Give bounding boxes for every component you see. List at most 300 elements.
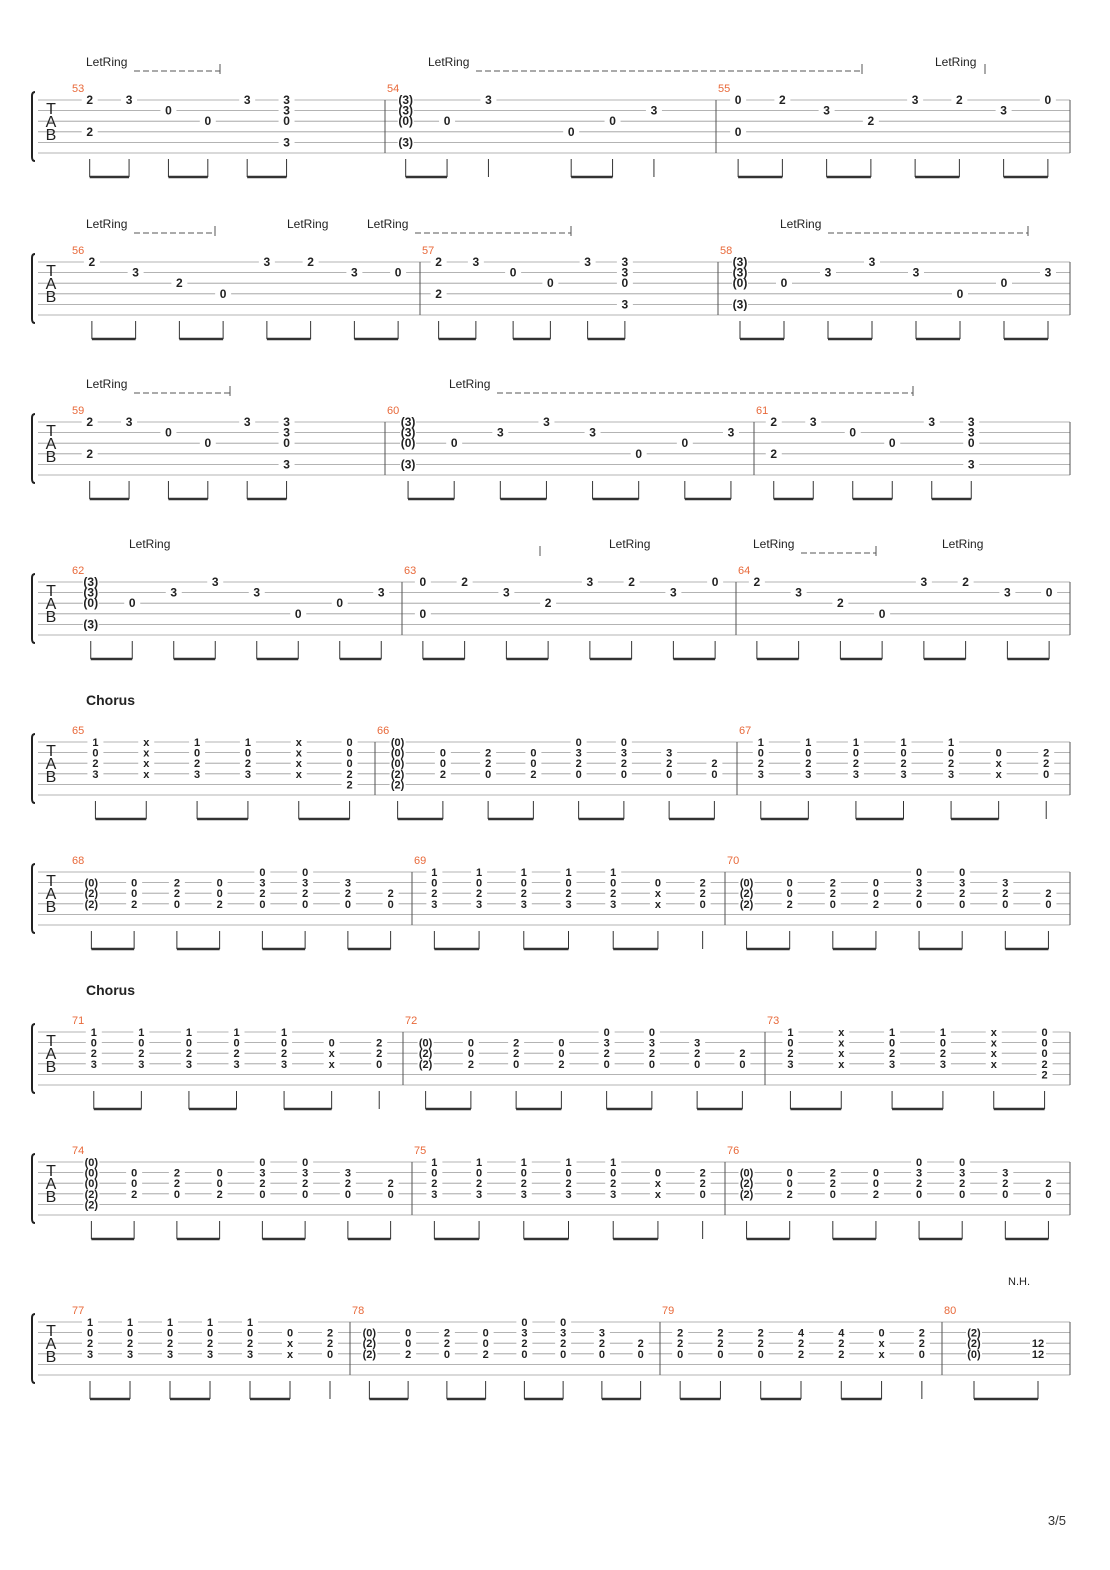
- fret-number: 2: [1043, 747, 1050, 760]
- fret-number: 2: [1041, 1069, 1048, 1082]
- fret-number: 0: [648, 1027, 655, 1039]
- fret-number: x: [286, 1338, 294, 1351]
- fret-number: x: [295, 758, 302, 771]
- fret-number: (0): [390, 758, 405, 771]
- fret-number: 0: [131, 888, 138, 901]
- section-label: Chorus: [86, 692, 135, 708]
- fret-number: 3: [351, 265, 358, 280]
- fret-number: 0: [872, 1167, 879, 1180]
- fret-number: 2: [598, 1338, 605, 1351]
- tab-clef-letter: B: [45, 1349, 57, 1366]
- fret-number: x: [838, 1048, 845, 1061]
- fret-number: 2: [1045, 888, 1052, 901]
- fret-number: 3: [598, 1327, 605, 1340]
- fret-number: 2: [521, 1338, 528, 1351]
- tab-clef-letter: T: [46, 423, 56, 440]
- fret-number: 0: [185, 1037, 192, 1050]
- fret-number: 0: [609, 114, 616, 129]
- tab-clef-letter: T: [46, 873, 56, 890]
- fret-number: 2: [90, 1048, 97, 1061]
- let-ring-label: LetRing: [86, 377, 128, 391]
- fret-number: 3: [565, 1188, 572, 1201]
- fret-number: 0: [560, 1317, 567, 1329]
- fret-number: 1: [476, 1157, 483, 1169]
- fret-number: 2: [485, 747, 492, 760]
- fret-number: 1: [206, 1317, 214, 1329]
- fret-number: 2: [666, 758, 673, 771]
- fret-number: 3: [90, 1058, 97, 1071]
- tab-clef-letter: B: [45, 769, 57, 786]
- fret-number: 0: [346, 737, 353, 749]
- fret-number: 3: [185, 1058, 192, 1071]
- fret-number: 2: [520, 888, 527, 901]
- fret-number: 2: [513, 1048, 520, 1061]
- fret-number: 0: [259, 1157, 266, 1169]
- measure-number: 64: [738, 565, 751, 577]
- let-ring-label: LetRing: [935, 55, 977, 69]
- fret-number: 2: [1045, 1178, 1052, 1191]
- fret-number: 2: [513, 1037, 520, 1050]
- measure-number: 74: [72, 1145, 85, 1157]
- fret-number: 3: [125, 93, 133, 107]
- measure-number: 76: [727, 1145, 740, 1157]
- fret-number: 2: [476, 1178, 483, 1191]
- fret-number: 2: [872, 898, 879, 911]
- fret-number: 0: [346, 747, 353, 760]
- fret-number: 0: [216, 1178, 223, 1191]
- fret-number: 0: [286, 1327, 294, 1340]
- fret-number: 2: [787, 1048, 794, 1061]
- fret-number: 2: [176, 276, 183, 291]
- fret-number: x: [654, 1178, 661, 1191]
- fret-number: 2: [620, 758, 627, 771]
- fret-number: (0): [732, 276, 748, 291]
- fret-number: 1: [565, 867, 572, 879]
- fret-number: 0: [829, 1188, 836, 1201]
- fret-number: x: [878, 1338, 885, 1351]
- fret-number: 2: [699, 888, 706, 901]
- fret-number: 1: [757, 737, 764, 749]
- tab-system: [32, 1154, 1070, 1239]
- fret-number: x: [990, 1037, 997, 1050]
- fret-number: 2: [244, 758, 251, 771]
- fret-number: 3: [670, 585, 677, 600]
- fret-number: 2: [206, 1338, 214, 1351]
- measure-number: 60: [387, 405, 400, 417]
- fret-number: 0: [717, 1348, 724, 1361]
- fret-number: 1: [610, 867, 617, 879]
- fret-number: 0: [336, 596, 344, 611]
- fret-number: 3: [476, 898, 483, 911]
- fret-number: 3: [823, 103, 830, 118]
- fret-number: (0): [739, 1167, 754, 1180]
- system-bracket: [32, 1154, 35, 1223]
- fret-number: 0: [216, 877, 223, 890]
- fret-number: 0: [654, 877, 661, 890]
- fret-number: 0: [419, 606, 427, 621]
- fret-number: (2): [84, 1188, 99, 1201]
- fret-number: (0): [418, 1037, 433, 1050]
- fret-number: 3: [967, 457, 975, 472]
- fret-number: 1: [520, 867, 527, 879]
- fret-number: (2): [739, 1178, 754, 1191]
- fret-number: 2: [916, 1178, 923, 1191]
- fret-number: 3: [809, 415, 817, 429]
- fret-number: 2: [829, 877, 836, 890]
- fret-number: 0: [829, 898, 836, 911]
- fret-number: 2: [326, 1327, 334, 1340]
- fret-number: 2: [431, 888, 438, 901]
- fret-number: 0: [620, 768, 627, 781]
- measure-number: 73: [767, 1015, 780, 1027]
- fret-number: 0: [786, 1178, 793, 1191]
- fret-number: (2): [362, 1348, 377, 1361]
- fret-number: 2: [753, 575, 761, 589]
- fret-number: 2: [829, 1178, 836, 1191]
- fret-number: 1: [889, 1027, 896, 1039]
- fret-number: 2: [88, 255, 96, 269]
- fret-number: 0: [878, 606, 886, 621]
- fret-number: 0: [233, 1037, 240, 1050]
- fret-number: 0: [654, 1167, 661, 1180]
- section-label: Chorus: [86, 982, 135, 998]
- fret-number: 0: [699, 1188, 706, 1201]
- fret-number: 2: [786, 1188, 793, 1201]
- fret-number: 0: [575, 768, 582, 781]
- fret-number: 0: [711, 768, 718, 781]
- fret-number: 0: [610, 1167, 617, 1180]
- fret-number: 0: [344, 898, 351, 911]
- fret-number: (2): [418, 1058, 433, 1071]
- measure-number: 79: [662, 1305, 675, 1317]
- measure-number: 68: [72, 855, 85, 867]
- fret-number: 0: [1002, 1188, 1009, 1201]
- fret-number: 2: [962, 575, 969, 589]
- page-number: 3/5: [1047, 1513, 1066, 1528]
- fret-number: 3: [520, 1188, 527, 1201]
- fret-number: 3: [431, 1188, 438, 1201]
- fret-number: (3): [83, 575, 99, 589]
- fret-number: 2: [405, 1348, 412, 1361]
- fret-number: (2): [418, 1048, 433, 1061]
- fret-number: 3: [1044, 265, 1052, 280]
- fret-number: 2: [86, 124, 94, 139]
- fret-number: 3: [584, 255, 591, 269]
- fret-number: 2: [939, 1048, 946, 1061]
- fret-number: 0: [1043, 768, 1050, 781]
- fret-number: 0: [610, 877, 617, 890]
- fret-number: 0: [888, 436, 896, 451]
- fret-number: 2: [677, 1338, 684, 1351]
- fret-number: 3: [650, 103, 658, 118]
- fret-number: 0: [598, 1348, 605, 1361]
- fret-number: 2: [867, 114, 875, 129]
- fret-number: 1: [126, 1317, 134, 1329]
- fret-number: 12: [1031, 1338, 1045, 1351]
- fret-number: 3: [916, 1167, 923, 1180]
- fret-number: 2: [126, 1338, 134, 1351]
- fret-number: (2): [967, 1327, 981, 1340]
- measure-number: 55: [718, 83, 731, 95]
- measure-number: 61: [756, 405, 769, 417]
- fret-number: 0: [246, 1327, 254, 1340]
- fret-number: 1: [431, 867, 438, 879]
- tab-clef-letter: A: [45, 114, 57, 131]
- fret-number: 0: [1045, 898, 1052, 911]
- fret-number: 3: [283, 425, 290, 440]
- fret-number: 1: [233, 1027, 240, 1039]
- fret-number: 3: [1000, 103, 1007, 118]
- fret-number: 2: [86, 446, 94, 461]
- fret-number: 0: [547, 276, 554, 291]
- fret-number: 2: [779, 93, 786, 107]
- fret-number: 0: [780, 276, 788, 291]
- fret-number: (3): [398, 93, 414, 107]
- let-ring-label: LetRing: [449, 377, 491, 391]
- fret-number: 3: [805, 768, 812, 781]
- fret-number: 3: [603, 1037, 610, 1050]
- fret-number: 2: [797, 1338, 805, 1351]
- fret-number: 0: [513, 1058, 520, 1071]
- fret-number: 3: [243, 93, 251, 107]
- fret-number: 2: [797, 1348, 805, 1361]
- fret-number: 0: [482, 1327, 489, 1340]
- fret-number: 0: [450, 436, 458, 451]
- fret-number: (2): [390, 779, 405, 792]
- tab-system: [32, 1314, 1070, 1399]
- fret-number: 0: [204, 114, 212, 129]
- fret-number: 2: [387, 1178, 394, 1191]
- fret-number: x: [990, 1058, 997, 1071]
- fret-number: 0: [1045, 1188, 1052, 1201]
- fret-number: 2: [443, 1338, 450, 1351]
- fret-number: x: [654, 898, 661, 911]
- let-ring-label: LetRing: [428, 55, 470, 69]
- tab-clef-letter: B: [45, 127, 57, 144]
- fret-number: 0: [889, 1037, 896, 1050]
- fret-number: 3: [795, 585, 802, 600]
- fret-number: 0: [166, 1327, 174, 1340]
- fret-number: 1: [244, 737, 251, 749]
- fret-number: 0: [711, 575, 719, 589]
- tab-clef-letter: A: [45, 1176, 57, 1193]
- fret-number: 0: [1041, 1048, 1048, 1061]
- fret-number: 0: [302, 1188, 309, 1201]
- fret-number: (0): [84, 1178, 99, 1191]
- fret-number: 3: [344, 1167, 351, 1180]
- fret-number: 2: [770, 415, 778, 429]
- fret-number: 2: [346, 779, 353, 792]
- fret-number: 0: [92, 747, 99, 760]
- tab-clef-letter: B: [45, 1189, 57, 1206]
- fret-number: 0: [467, 1048, 474, 1061]
- fret-number: 3: [586, 575, 594, 589]
- fret-number: x: [838, 1027, 845, 1039]
- fret-number: 0: [259, 898, 266, 911]
- fret-number: 3: [259, 877, 266, 890]
- tab-clef-letter: B: [45, 449, 57, 466]
- fret-number: 3: [621, 255, 629, 269]
- fret-number: 0: [443, 114, 451, 129]
- fret-number: 2: [872, 1188, 879, 1201]
- fret-number: 0: [344, 1188, 351, 1201]
- fret-number: 0: [565, 877, 572, 890]
- fret-number: 0: [699, 898, 706, 911]
- measure-number: 63: [404, 565, 417, 577]
- fret-number: 3: [302, 877, 309, 890]
- fret-number: 2: [259, 1178, 266, 1191]
- fret-number: (0): [362, 1327, 377, 1340]
- fret-number: 0: [948, 747, 955, 760]
- fret-number: 0: [603, 1027, 610, 1039]
- fret-number: x: [295, 737, 302, 749]
- fret-number: (3): [83, 617, 99, 632]
- fret-number: 0: [206, 1327, 214, 1340]
- fret-number: 0: [431, 1167, 438, 1180]
- fret-number: 2: [959, 1178, 966, 1191]
- fret-number: (3): [400, 425, 416, 440]
- fret-number: 1: [185, 1027, 192, 1039]
- fret-number: 3: [757, 768, 764, 781]
- fret-number: 0: [916, 1157, 923, 1169]
- fret-number: 0: [757, 1348, 764, 1361]
- fret-number: x: [143, 747, 150, 760]
- fret-number: (3): [398, 103, 414, 118]
- fret-number: 0: [482, 1338, 489, 1351]
- fret-number: 2: [173, 877, 180, 890]
- fret-number: 3: [787, 1058, 794, 1071]
- fret-number: 2: [302, 1178, 309, 1191]
- fret-number: 2: [376, 1037, 383, 1050]
- fret-number: 0: [681, 436, 689, 451]
- fret-number: 3: [485, 93, 492, 107]
- fret-number: 2: [194, 758, 201, 771]
- fret-number: 1: [86, 1317, 94, 1329]
- fret-number: 2: [889, 1048, 896, 1061]
- fret-number: 0: [294, 606, 302, 621]
- tab-clef-letter: A: [45, 886, 57, 903]
- fret-number: 3: [377, 585, 385, 600]
- fret-number: 2: [838, 1348, 845, 1361]
- fret-number: 3: [648, 1037, 655, 1050]
- fret-number: 0: [959, 898, 966, 911]
- fret-number: 0: [476, 1167, 483, 1180]
- fret-number: 0: [734, 124, 742, 139]
- fret-number: (2): [739, 898, 754, 911]
- fret-number: 3: [868, 255, 876, 269]
- fret-number: x: [838, 1037, 845, 1050]
- fret-number: 2: [387, 888, 394, 901]
- fret-number: 3: [170, 585, 178, 600]
- fret-number: 0: [405, 1338, 412, 1351]
- fret-number: 3: [1002, 1167, 1009, 1180]
- fret-number: 3: [138, 1058, 145, 1071]
- fret-number: 3: [166, 1348, 174, 1361]
- fret-number: 3: [727, 425, 735, 440]
- fret-number: 3: [912, 265, 920, 280]
- fret-number: 3: [253, 585, 261, 600]
- fret-number: 0: [328, 1037, 335, 1050]
- fret-number: 0: [326, 1348, 334, 1361]
- fret-number: 2: [711, 758, 718, 771]
- measure-number: 78: [352, 1305, 365, 1317]
- fret-number: 0: [666, 768, 673, 781]
- measure-number: 62: [72, 565, 85, 577]
- fret-number: (0): [84, 1157, 99, 1169]
- measure-number: 54: [387, 83, 400, 95]
- fret-number: (2): [84, 898, 99, 911]
- fret-number: 0: [194, 747, 201, 760]
- fret-number: (0): [84, 877, 99, 890]
- fret-number: 0: [443, 1348, 450, 1361]
- system-bracket: [32, 92, 35, 161]
- fret-number: 2: [610, 1178, 617, 1191]
- fret-number: x: [143, 758, 150, 771]
- tab-system: [32, 734, 1070, 819]
- fret-number: 0: [485, 768, 492, 781]
- fret-number: 3: [565, 898, 572, 911]
- fret-number: (0): [398, 114, 414, 129]
- fret-number: 2: [131, 1188, 138, 1201]
- fret-number: 2: [637, 1338, 644, 1351]
- fret-number: 0: [620, 737, 627, 749]
- fret-number: 3: [126, 1348, 134, 1361]
- fret-number: (0): [390, 737, 405, 749]
- fret-number: 2: [603, 1048, 610, 1061]
- fret-number: 0: [757, 747, 764, 760]
- fret-number: 2: [837, 596, 844, 611]
- fret-number: 0: [281, 1037, 288, 1050]
- fret-number: 3: [283, 93, 290, 107]
- fret-number: 0: [872, 1178, 879, 1191]
- fret-number: 2: [694, 1048, 701, 1061]
- fret-number: 3: [243, 415, 251, 429]
- fret-number: 0: [439, 747, 446, 760]
- fret-number: 2: [435, 255, 442, 269]
- fret-number: 0: [1002, 898, 1009, 911]
- let-ring-label: LetRing: [287, 217, 329, 231]
- fret-number: 2: [699, 877, 706, 890]
- fret-number: 2: [138, 1048, 145, 1061]
- fret-number: 2: [307, 255, 314, 269]
- fret-number: 1: [166, 1317, 174, 1329]
- fret-number: 1: [900, 737, 907, 749]
- fret-number: 2: [1002, 888, 1009, 901]
- fret-number: 2: [439, 768, 446, 781]
- fret-number: 0: [786, 1167, 793, 1180]
- fret-number: 2: [86, 1338, 94, 1351]
- fret-number: 3: [916, 877, 923, 890]
- measure-number: 57: [422, 245, 435, 257]
- tab-clef-letter: B: [45, 899, 57, 916]
- fret-number: 0: [302, 1157, 309, 1169]
- tab-clef-letter: A: [45, 1336, 57, 1353]
- fret-number: 3: [560, 1327, 567, 1340]
- fret-number: 2: [173, 1167, 180, 1180]
- fret-number: 3: [959, 877, 966, 890]
- fret-number: 2: [467, 1058, 474, 1071]
- fret-number: 0: [878, 1327, 885, 1340]
- let-ring-label: LetRing: [86, 217, 128, 231]
- tab-clef-letter: A: [45, 276, 57, 293]
- measure-number: 66: [377, 725, 390, 737]
- fret-number: x: [295, 747, 302, 760]
- fret-number: 3: [476, 1188, 483, 1201]
- fret-number: 2: [1043, 758, 1050, 771]
- tab-clef-letter: T: [46, 583, 56, 600]
- fret-number: 1: [520, 1157, 527, 1169]
- fret-number: 2: [461, 575, 468, 589]
